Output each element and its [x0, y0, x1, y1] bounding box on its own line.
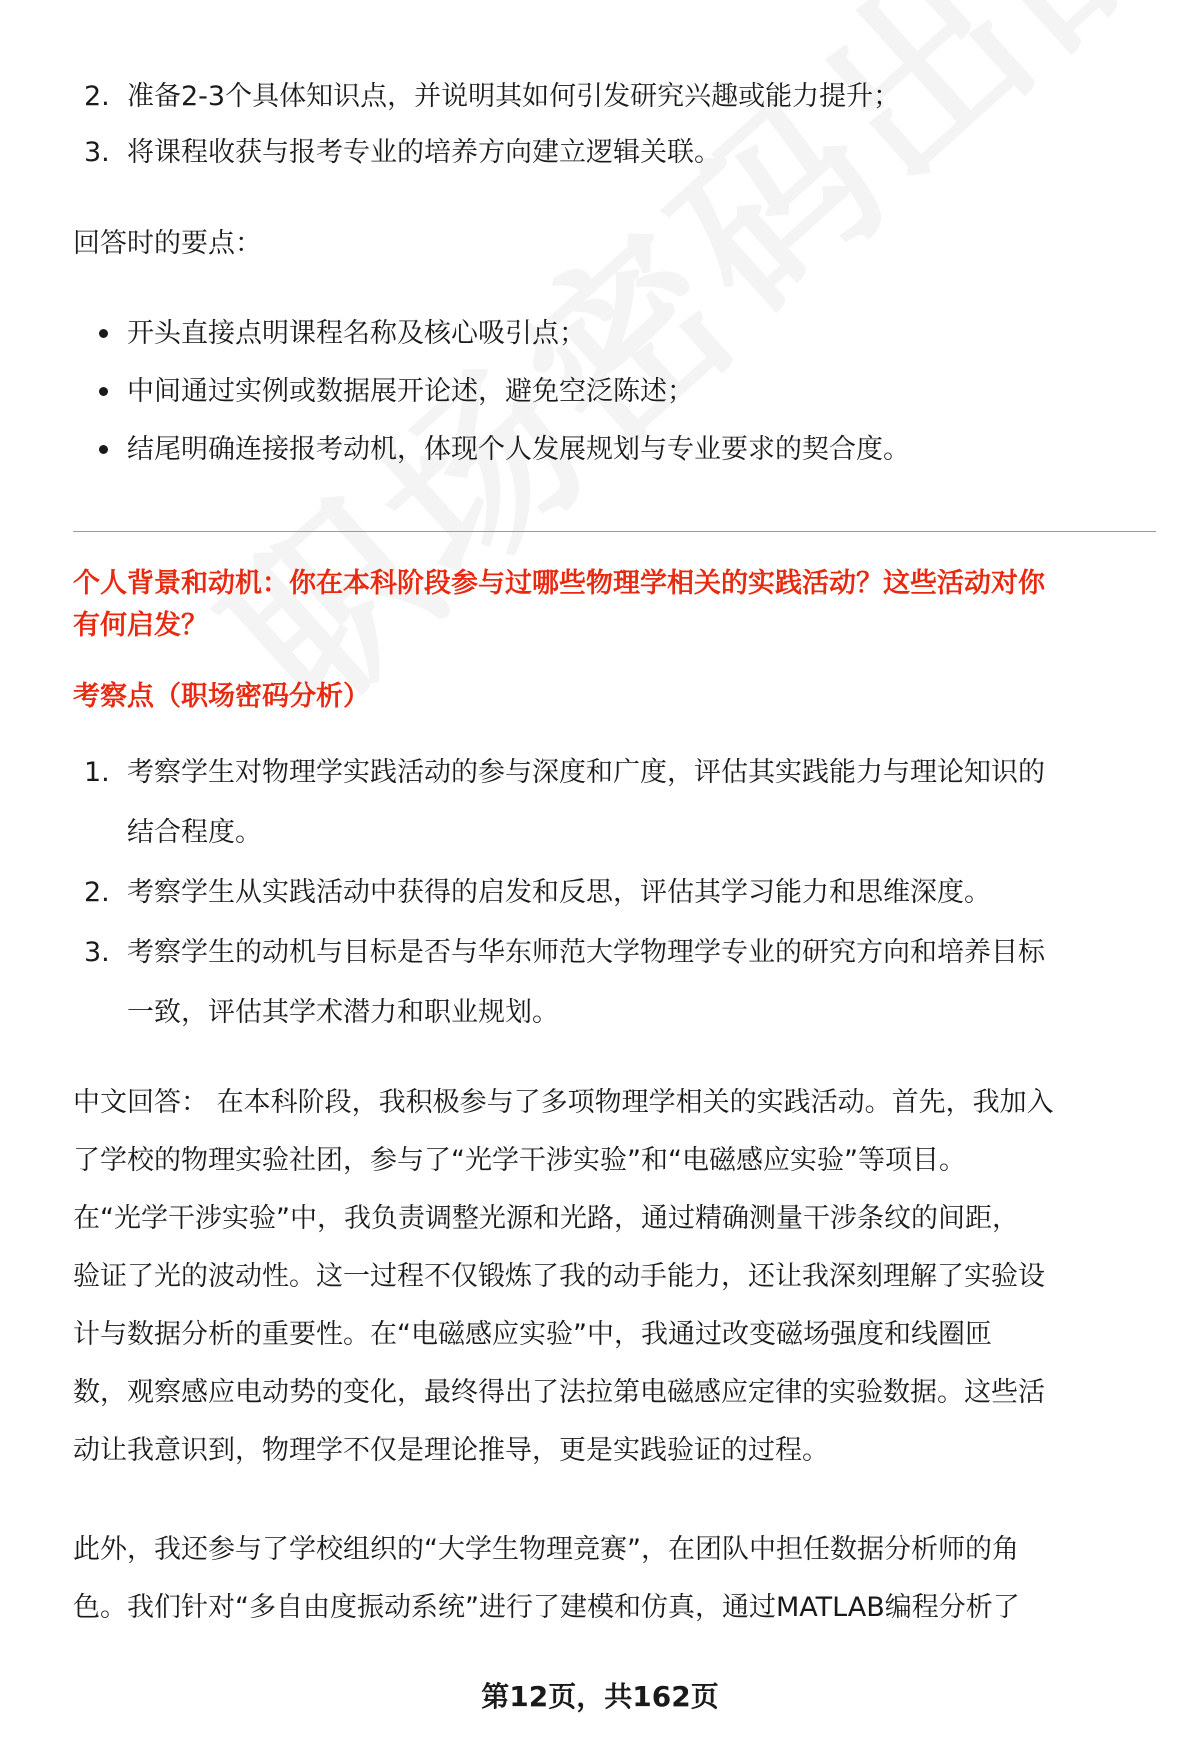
answer-line: 在“光学干涉实验”中，我负责调整光源和光路，通过精确测量干涉条纹的间距， [73, 1203, 1019, 1234]
bullet-item: 中间通过实例或数据展开论述，避免空泛陈述； [127, 376, 694, 407]
list-item: 准备2-3个具体知识点，并说明其如何引发研究兴趣或能力提升； [127, 81, 901, 112]
answer-line: 动让我意识到，物理学不仅是理论推导，更是实践验证的过程。 [73, 1435, 829, 1466]
bullet-item: 结尾明确连接报考动机，体现个人发展规划与专业要求的契合度。 [127, 434, 910, 465]
analysis-heading: 考察点（职场密码分析） [73, 681, 370, 712]
bullet-icon [99, 445, 108, 454]
analysis-item-line: 考察学生对物理学实践活动的参与深度和广度，评估其实践能力与理论知识的 [127, 757, 1045, 788]
answer-line: 计与数据分析的重要性。在“电磁感应实验”中，我通过改变磁场强度和线圈匝 [73, 1319, 992, 1350]
answer-line: 了学校的物理实验社团，参与了“光学干涉实验”和“电磁感应实验”等项目。 [73, 1145, 966, 1176]
section-divider [73, 531, 1156, 532]
analysis-item-line: 结合程度。 [127, 817, 262, 848]
answer-line: 数，观察感应电动势的变化，最终得出了法拉第电磁感应定律的实验数据。这些活 [73, 1377, 1045, 1408]
analysis-item-line: 考察学生的动机与目标是否与华东师范大学物理学专业的研究方向和培养目标 [127, 937, 1045, 968]
list-number: 2. [84, 81, 110, 112]
bullet-icon [99, 387, 108, 396]
list-number: 3. [84, 137, 110, 168]
answer-line: 验证了光的波动性。这一过程不仅锻炼了我的动手能力，还让我深刻理解了实验设 [73, 1261, 1045, 1292]
bullet-item: 开头直接点明课程名称及核心吸引点； [127, 318, 586, 349]
question-title-line2: 有何启发？ [73, 610, 208, 641]
answer-line: 中文回答： 在本科阶段，我积极参与了多项物理学相关的实践活动。首先，我加入 [73, 1087, 1054, 1118]
question-title-line1: 个人背景和动机：你在本科阶段参与过哪些物理学相关的实践活动？这些活动对你 [73, 568, 1045, 599]
analysis-item-line: 考察学生从实践活动中获得的启发和反思，评估其学习能力和思维深度。 [127, 877, 991, 908]
answer-line: 此外，我还参与了学校组织的“大学生物理竞赛”，在团队中担任数据分析师的角 [73, 1534, 1019, 1565]
list-item: 将课程收获与报考专业的培养方向建立逻辑关联。 [127, 137, 721, 168]
bullet-icon [99, 329, 108, 338]
list-number: 1. [84, 757, 110, 788]
list-number: 3. [84, 937, 110, 968]
answer-points-heading: 回答时的要点： [73, 228, 262, 259]
analysis-item-line: 一致，评估其学术潜力和职业规划。 [127, 997, 559, 1028]
answer-line: 色。我们针对“多自由度振动系统”进行了建模和仿真，通过MATLAB编程分析了 [73, 1592, 1020, 1623]
page-footer: 第12页，共162页 [481, 1680, 719, 1713]
list-number: 2. [84, 877, 110, 908]
